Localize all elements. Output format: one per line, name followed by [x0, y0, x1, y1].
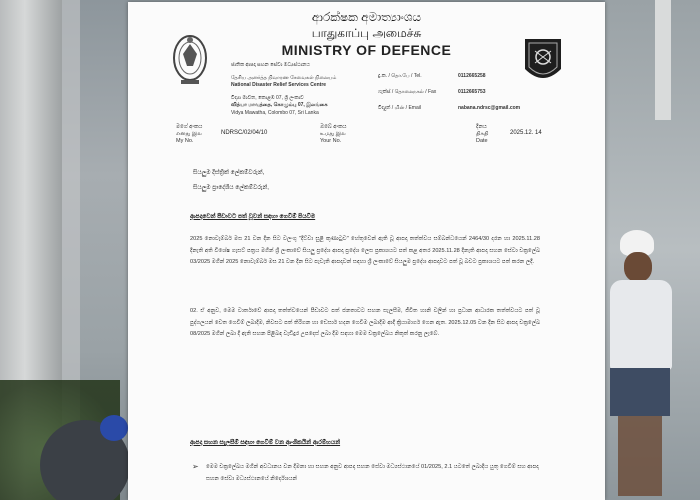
- addr-si: විද්‍යා මාවත, කොළඹ 07, ශ්‍රී ලංකාව: [231, 94, 304, 101]
- email-label: විද්‍යුත් / மின் / Email: [378, 105, 421, 111]
- header-tamil: பாதுகாப்பு அமைச்சு: [311, 26, 422, 40]
- salutation-2: සියලුම ප්‍රාදේශීය ලේකම්වරුන්,: [193, 185, 269, 191]
- paragraph-2: 02. ඒ අනුව, මෙම වාර්තාවේ ආපදා තත්ත්වයෙන් පීඩාවට පත් ජනතාවට සහන සැලසීම, ජීවිත හානි වලින් හා ප්‍රධාන ආධාරක තත්ත්වයට පත් වූ පුද්ගලයන් වෙත ගෙවීම් ලබාදීම, නිවසට පත් තිරිගන හා ඩෙසාර් හදන ගෙවීම ලබාදීම ආදී ක්‍රියාමාර්ග ගෙන ඇත. 2025.12.05 වන දින සිට ආපදා චක්‍රලේඛ 08/2025 මගින් ලබා දී ඇති සහන පිළිබඳ වැඩිදුර උපදෙස් ලබා දීම සඳහා මෙම චක්‍රලේඛය නිකුත් කරනු ලැබේ.: [190, 308, 540, 338]
- org-line-si: ජාතික ආපදා සහන සේවා මධ්‍යස්ථානය: [231, 62, 310, 68]
- your-no-label: ඔබේ අංකය உமது இல Your No.: [320, 124, 347, 144]
- head: [624, 252, 652, 282]
- section-2-title: ආපදා සහන සැලසීම් සඳහා ගෙවීම් වන ආංශිකයින් ආරම්භයන්: [190, 440, 341, 446]
- person-wading: [608, 230, 688, 500]
- fax-label: ෆැක්ස් / தொலைநகல் / Fax: [378, 89, 437, 95]
- shorts: [610, 368, 670, 416]
- fax-value: 0112665753: [458, 89, 486, 95]
- shirt: [610, 280, 672, 370]
- bullet-item: මෙම චක්‍රලේඛය මගින් අවධානය වන දීමනා හා සහන අනුව ආපදා සහන සේවා මධ්‍යස්ථානයේ 01/2025, 2.1 යටතේ ලබාදිය යුතු ගෙවීම් සහ ආපදා සහන සේවා මධ්‍යස්ථානයේ නිර්දේශයන්: [206, 464, 539, 482]
- header-english: MINISTRY OF DEFENCE: [281, 42, 452, 58]
- contact-block: [378, 68, 521, 116]
- arrow-bullet-icon: ➢: [192, 462, 199, 471]
- my-no-value: NDRSC/02/04/10: [221, 130, 268, 136]
- letter-document: [128, 2, 605, 500]
- date-label: දිනය திகதி Date: [476, 124, 489, 144]
- org-name-en: National Disaster Relief Services Centre: [231, 82, 327, 89]
- subject-line: ආපදාවෙන් පීඩාවට පත් වූවන් සඳහා ගෙවීම් පියවීම: [190, 214, 316, 220]
- fax-row: [378, 84, 518, 100]
- legs: [618, 416, 662, 496]
- tel-row: [378, 68, 518, 84]
- org-line-ta: தேசிய அனர்த்த நிவாரண சேவைகள் நிலையம்: [231, 74, 337, 81]
- email-row: [378, 100, 521, 116]
- post-right: [655, 0, 671, 120]
- reference-row: [128, 124, 605, 150]
- salutation-1: සියලුම දිස්ත්‍රික් ලේකම්වරුන්,: [193, 170, 265, 176]
- paragraph-1: 2025 නොවැම්බර් මස 21 වන දින සිට වලංගු "දිට්වා සුළි කුණාටුව" හේතුවෙන් ඇති වූ ආපදා තත්ත්වය සම්බන්ධයෙන් 2464/30 දරන හා 2025.11.28 දිනැති අති විශේෂ ගැසට් පත්‍රය මගින් ශ්‍රී ලංකාවේ සියලු ප්‍රදේශ ආපදා ප්‍රදේශ ලෙස ප්‍රකාශයට පත් කළ අතර 2025.11.28 දිනැති ආපදා සහන සේවා චක්‍රලේඛ 03/2025 මගින් 2025 නොවැම්බර් මස 21 වන දින සිට පැවැති ආපදාවන් සඳහා ශ්‍රී ලංකාවේ සියලුම ප්‍රදේශ ආපදාවට පත් වූ බවට ප්‍රකාශයට පත් කරන ලදී.: [190, 236, 540, 266]
- addr-ta: வித்யா மாவத்தை, கொழும்பு 07, இலங்கை: [231, 102, 328, 109]
- tel-label: දු.ක. / தொ.பே / Tel.: [378, 73, 422, 79]
- header-sinhala: ආරක්ෂක අමාත්‍යාංශය: [311, 10, 422, 24]
- tel-value: 0112665258: [458, 73, 486, 79]
- addr-en: Vidya Mawatha, Colombo 07, Sri Lanka: [231, 109, 319, 116]
- my-no-label: මගේ අංකය எனது இல My No.: [176, 124, 203, 144]
- date-value: 2025.12. 14: [510, 130, 542, 136]
- email-value: nabana.ndrsc@gmail.com: [458, 105, 521, 111]
- blue-cap: [100, 415, 128, 441]
